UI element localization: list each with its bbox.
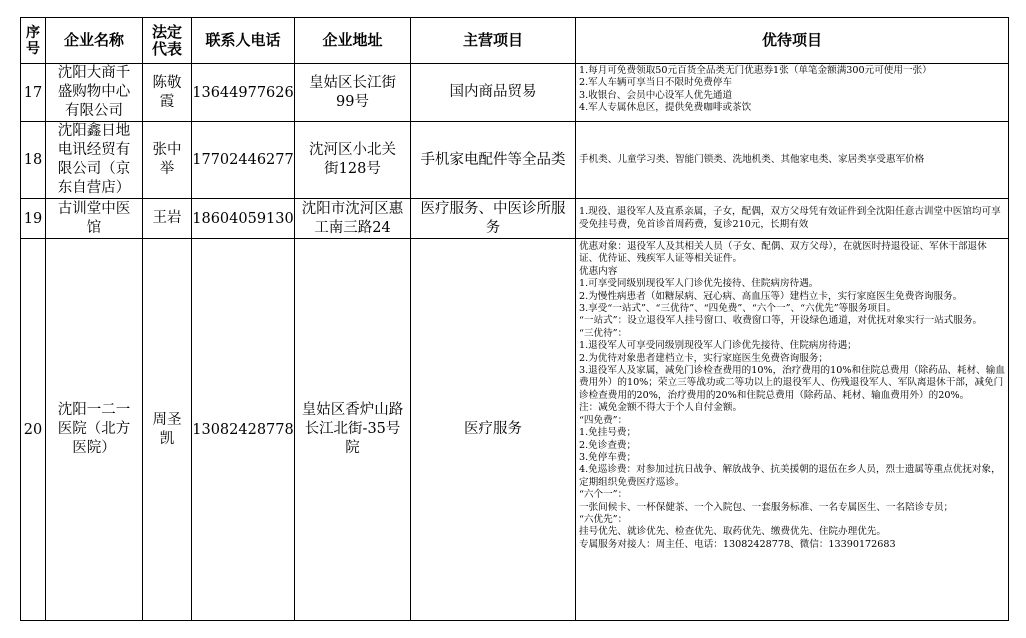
benefit-line: 2.为慢性病患者（如糖尿病、冠心病、高血压等）建档立卡，实行家庭医生免费咨询服务。: [579, 290, 963, 302]
row-seq: 19: [21, 199, 46, 239]
benefit-line: “六个一”：: [579, 489, 628, 501]
header-seq: 序号: [21, 18, 46, 64]
table-row: [21, 239, 1009, 621]
row-seq: 20: [21, 239, 46, 621]
row-company-name: 沈阳鑫日地电讯经贸有限公司（京东自营店）: [46, 122, 143, 199]
row-benefits: [576, 122, 1009, 199]
benefit-line: 优惠对象：退役军人及其相关人员（子女、配偶、双方父母），在就医时持退役证、军休干部退休证、优待证、残疾军人证等相关证件。: [579, 241, 987, 265]
row-business: 国内商品贸易: [411, 64, 576, 122]
row-company-name: 古训堂中医馆: [46, 199, 143, 239]
row-legal-rep: 王岩: [143, 199, 192, 239]
table-row: [21, 199, 1009, 239]
benefit-line: 1.可享受同级别现役军人门诊优先接待、住院病房待遇。: [579, 278, 819, 290]
header-benefits: 优待项目: [576, 18, 1009, 64]
benefit-line: 3.收银台、会员中心设军人优先通道: [579, 89, 733, 101]
benefit-line: 2.军人车辆可享当日不限时免费停车: [579, 77, 733, 89]
benefit-line: 2.为优待对象患者建档立卡，实行家庭医生免费咨询服务；: [579, 352, 828, 364]
benefit-line: 手机类、儿童学习类、智能门锁类、洗地机类、其他家电类、家居类享受惠军价格: [579, 153, 925, 165]
benefit-line: 3.退役军人及家属，减免门诊检查费用的10%，治疗费用的10%和住院总费用（除药品、耗材、输血费用外）的10%；荣立三等战功或二等功以上的退役军人、伤残退役军人、军队离退休干部，减免门诊检查费用的20%，治疗费用的20%和住院总费用（除药品、耗材、输血费用外）的20%。: [579, 365, 1005, 401]
table-row: [21, 64, 1009, 122]
row-legal-rep: 张中举: [143, 122, 192, 199]
row-phone: 18604059130: [192, 199, 295, 239]
benefit-line: 2.免诊查费；: [579, 439, 637, 451]
row-benefits: [576, 239, 1009, 621]
benefit-line: 挂号优先、就诊优先、检查优先、取药优先、缴费优先、住院办理优先。: [579, 526, 886, 538]
row-phone: 13644977626: [192, 64, 295, 122]
header-name: 企业名称: [46, 18, 143, 64]
row-company-name: 沈阳大商千盛购物中心有限公司: [46, 64, 143, 122]
benefit-line: “四免费”：: [579, 414, 628, 426]
benefit-line: “三优待”：: [579, 327, 628, 339]
header-row: [21, 18, 1009, 64]
benefit-line: “一站式”：设立退役军人挂号窗口、收费窗口等，开设绿色通道，对优抚对象实行一站式服务。: [579, 315, 983, 327]
benefit-line: 优惠内容: [579, 265, 618, 277]
benefit-line: 一张间候卡、一杯保健茶、一个入院包、一套服务标准、一名专属医生、一名陪诊专员；: [579, 501, 954, 513]
benefit-line: 1.每月可免费领取50元百货全品类无门优惠券1张（单笔金额满300元可使用一张）: [579, 65, 932, 76]
header-address: 企业地址: [295, 18, 411, 64]
benefit-line: 4.军人专属休息区，提供免费咖啡或茶饮: [579, 102, 752, 114]
benefit-line: 4.免巡诊费：对参加过抗日战争、解放战争、抗美援朝的退伍在乡人员，烈士遗属等重点优抚对象，定期组织免费医疗巡诊。: [579, 464, 1001, 488]
row-seq: 17: [21, 64, 46, 122]
header-phone: 联系人电话: [192, 18, 295, 64]
table-row: [21, 122, 1009, 199]
row-address: 皇姑区香炉山路长江北街-35号院: [295, 239, 411, 621]
benefit-line: 专属服务对接人：周主任、电话：13082428778、微信：13390172683: [579, 538, 896, 550]
row-legal-rep: 周圣凯: [143, 239, 192, 621]
row-phone: 13082428778: [192, 239, 295, 621]
row-business: 医疗服务: [411, 239, 576, 621]
benefits-table: [20, 17, 1009, 621]
row-phone: 17702446277: [192, 122, 295, 199]
benefit-line: 1.免挂号费；: [579, 427, 637, 439]
header-business: 主营项目: [411, 18, 576, 64]
row-legal-rep: 陈敬霞: [143, 64, 192, 122]
row-business: 手机家电配件等全品类: [411, 122, 576, 199]
benefit-line: 1.退役军人可享受同级别现役军人门诊优先接待、住院病房待遇；: [579, 340, 857, 352]
row-benefits: [576, 199, 1009, 239]
benefit-line: 1.现役、退役军人及直系亲属，子女，配偶，双方父母凭有效证件到全沈阳任意古训堂中医馆均可享受免挂号费，免首诊首周药费，复诊210元，长期有效: [579, 206, 1001, 230]
row-company-name: 沈阳一二一医院（北方医院）: [46, 239, 143, 621]
benefit-line: 3.享受“一站式”、“三优待”、“四免费”、“六个一”、“六优先”等服务项目。: [579, 303, 897, 315]
benefit-line: “六优先”：: [579, 513, 628, 525]
row-address: 皇姑区长江街99号: [295, 64, 411, 122]
row-address: 沈阳市沈河区惠工南三路24: [295, 199, 411, 239]
row-business: 医疗服务、中医诊所服务: [411, 199, 576, 239]
row-seq: 18: [21, 122, 46, 199]
row-address: 沈河区小北关街128号: [295, 122, 411, 199]
benefit-line: 3.免停车费；: [579, 451, 637, 463]
benefit-line: 注：减免金额不得大于个人自付金额。: [579, 402, 743, 414]
row-benefits: [576, 64, 1009, 122]
header-legal: 法定代表: [143, 18, 192, 64]
